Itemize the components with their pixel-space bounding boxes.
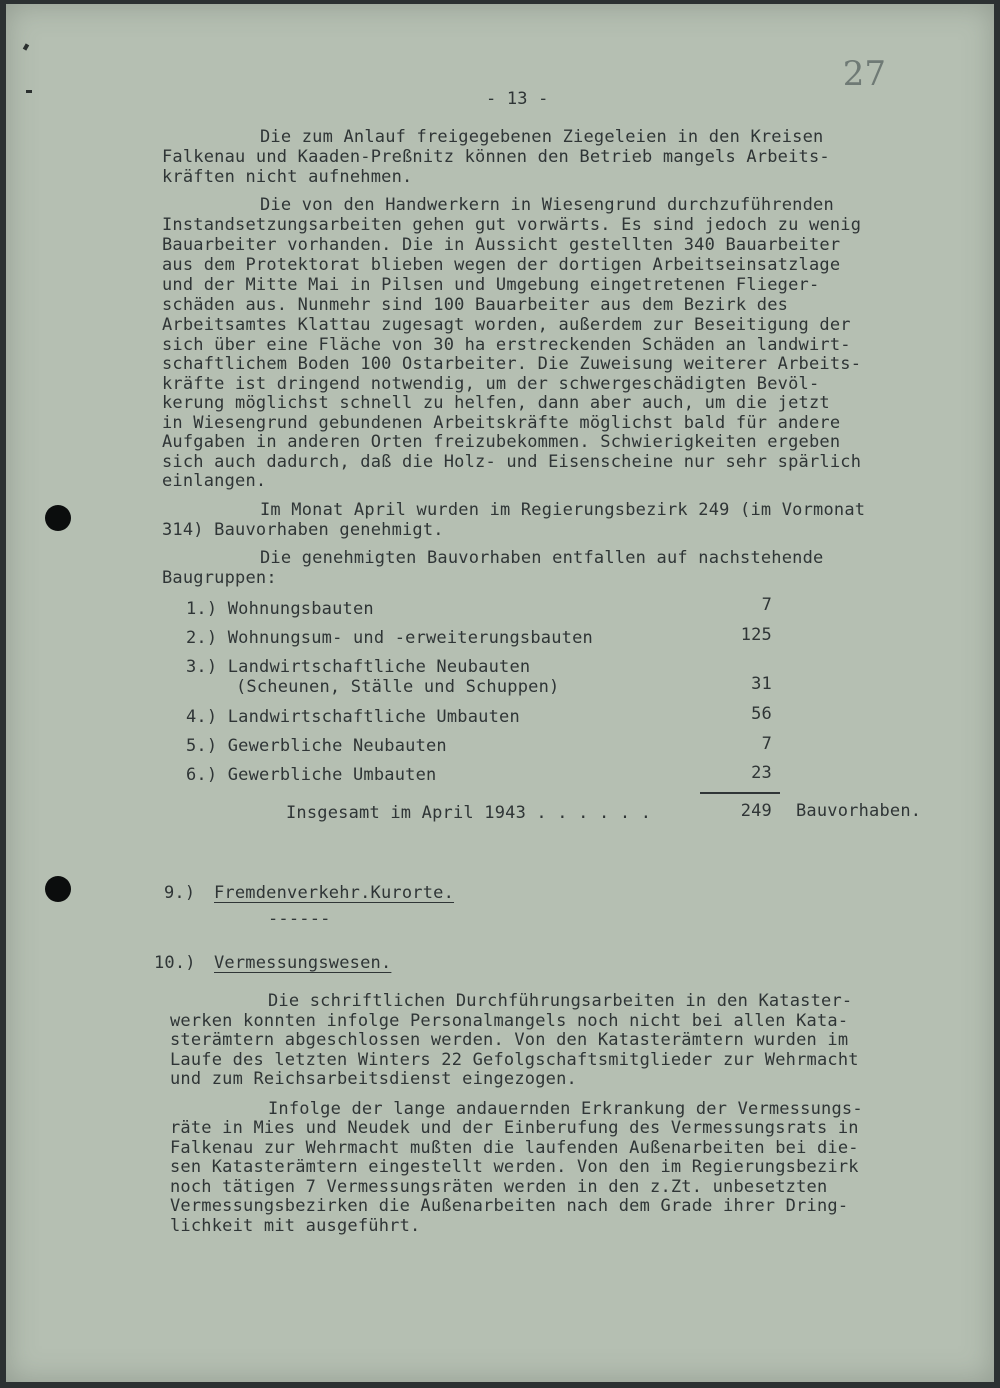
list-item-value: 23 — [751, 763, 772, 783]
para6-line: lichkeit mit ausgeführt. — [170, 1216, 421, 1236]
para2-line: Die von den Handwerkern in Wiesengrund durchzuführenden — [260, 195, 834, 215]
list-item-label: 6.) Gewerbliche Umbauten — [186, 765, 437, 785]
para5-line: Laufe des letzten Winters 22 Gefolgschaftsmitglieder zur Wehrmacht — [170, 1050, 859, 1070]
section10-heading: Vermessungswesen. — [214, 953, 392, 973]
para5-line: werken konnten infolge Personalmangels noch nicht bei allen Kata- — [170, 1011, 849, 1031]
para1-line: kräften nicht aufnehmen. — [162, 167, 413, 187]
list-item-value: 31 — [751, 674, 772, 694]
list-item-value: 56 — [751, 704, 772, 724]
sum-rule — [700, 792, 780, 794]
para1-line: Die zum Anlauf freigegebenen Ziegeleien in den Kreisen — [260, 127, 824, 147]
para2-line: Instandsetzungsarbeiten gehen gut vorwärts. Es sind jedoch zu wenig — [162, 215, 862, 235]
punch-hole — [45, 505, 71, 531]
para6-line: Vermessungsbezirken die Außenarbeiten nach dem Grade ihrer Dring- — [170, 1196, 849, 1216]
para3-line: 314) Bauvorhaben genehmigt. — [162, 520, 444, 540]
section9-heading: Fremdenverkehr.Kurorte. — [214, 883, 455, 903]
para4-line: Baugruppen: — [162, 568, 277, 588]
section10-number: 10.) — [154, 953, 196, 973]
total-unit: Bauvorhaben. — [796, 801, 922, 821]
para4-line: Die genehmigten Bauvorhaben entfallen auf nachstehende — [260, 548, 824, 568]
punch-hole — [45, 876, 71, 902]
list-item-label: 1.) Wohnungsbauten — [186, 599, 374, 619]
para6-line: räte in Mies und Neudek und der Einberufung des Vermessungsrats in — [170, 1118, 859, 1138]
para2-line: Bauarbeiter vorhanden. Die in Aussicht gestellten 340 Bauarbeiter — [162, 235, 841, 255]
para6-line: Falkenau zur Wehrmacht mußten die laufenden Außenarbeiten bei die- — [170, 1138, 859, 1158]
list-item-label: 4.) Landwirtschaftliche Umbauten — [186, 707, 520, 727]
para2-line: kerung möglichst schnell zu helfen, dann aber auch, um die jetzt — [162, 393, 830, 413]
para5-line: und zum Reichsarbeitsdienst eingezogen. — [170, 1069, 577, 1089]
page-number: - 13 - — [486, 89, 549, 109]
total-label: Insgesamt im April 1943 . . . . . . — [286, 803, 652, 823]
para2-line: einlangen. — [162, 471, 267, 491]
list-item-label: 5.) Gewerbliche Neubauten — [186, 736, 447, 756]
para2-line: schaftlichem Boden 100 Ostarbeiter. Die Zuweisung weiterer Arbeits- — [162, 354, 862, 374]
para6-line: sen Katasterämtern eingestellt werden. Von den im Regierungsbezirk — [170, 1157, 859, 1177]
archive-page-number: 27 — [842, 54, 886, 94]
speck — [26, 90, 32, 93]
list-item-label-continued: (Scheunen, Ställe und Schuppen) — [236, 677, 560, 697]
document-page — [6, 4, 994, 1382]
para1-line: Falkenau und Kaaden-Preßnitz können den Betrieb mangels Arbeits- — [162, 147, 830, 167]
total-value: 249 — [740, 801, 772, 821]
para6-line: Infolge der lange andauernden Erkrankung der Vermessungs- — [268, 1099, 863, 1119]
para2-line: sich auch dadurch, daß die Holz- und Eisenscheine nur sehr spärlich — [162, 452, 862, 472]
para5-line: Die schriftlichen Durchführungsarbeiten in den Kataster- — [268, 991, 853, 1011]
para3-line: Im Monat April wurden im Regierungsbezirk 249 (im Vormonat — [260, 500, 866, 520]
para2-line: und der Mitte Mai in Pilsen und Umgebung eingetretenen Flieger- — [162, 275, 820, 295]
para5-line: sterämtern abgeschlossen werden. Von den Katasterämtern wurden im — [170, 1030, 849, 1050]
list-item-value: 125 — [740, 625, 772, 645]
para2-line: sich über eine Fläche von 30 ha erstreckenden Schäden an landwirt- — [162, 335, 851, 355]
section9-number: 9.) — [164, 883, 196, 903]
para6-line: noch tätigen 7 Vermessungsräten werden in den z.Zt. unbesetzten — [170, 1177, 828, 1197]
para2-line: aus dem Protektorat blieben wegen der dortigen Arbeitseinsatzlage — [162, 255, 841, 275]
para2-line: in Wiesengrund gebundenen Arbeitskräfte möglichst bald für andere — [162, 413, 841, 433]
section9-dashes: ------ — [268, 909, 331, 929]
list-item-label: 3.) Landwirtschaftliche Neubauten — [186, 657, 531, 677]
para2-line: Arbeitsamtes Klattau zugesagt worden, außerdem zur Beseitigung der — [162, 315, 851, 335]
list-item-value: 7 — [761, 595, 772, 615]
para2-line: schäden aus. Nunmehr sind 100 Bauarbeiter aus dem Bezirk des — [162, 295, 789, 315]
para2-line: kräfte ist dringend notwendig, um der schwergeschädigten Bevöl- — [162, 374, 820, 394]
para2-line: Aufgaben in anderen Orten freizubekommen. Schwierigkeiten ergeben — [162, 432, 841, 452]
list-item-label: 2.) Wohnungsum- und -erweiterungsbauten — [186, 628, 593, 648]
list-item-value: 7 — [761, 734, 772, 754]
